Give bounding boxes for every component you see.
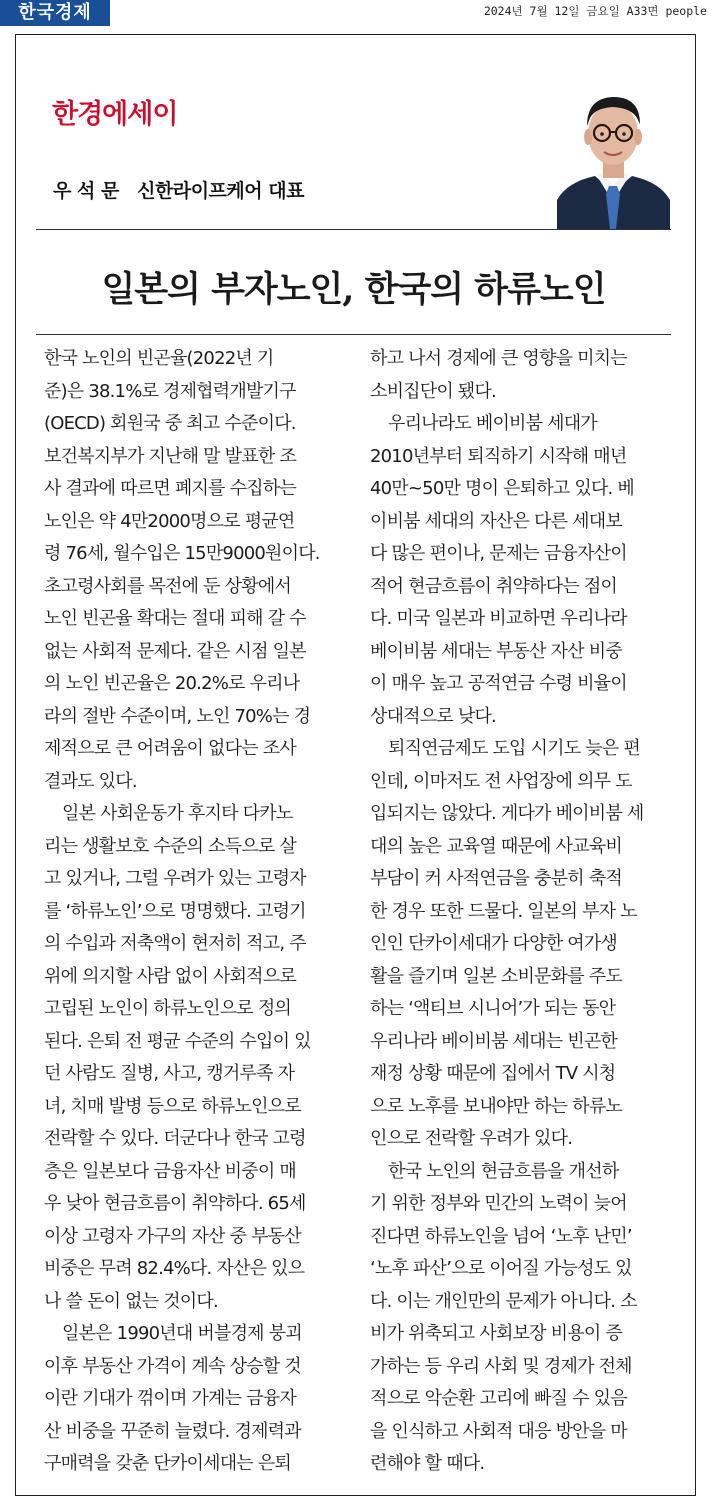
body-line: 령 76세, 월수입은 15만9000원이다. [44,543,320,564]
newspaper-logo: 한국경제 [0,0,110,26]
body-line: 녀, 치매 발병 등으로 하류노인으로 [44,1095,301,1117]
body-line: 제적으로 큰 어려움이 없다는 조사 [44,738,296,759]
body-line: ‘노후 파산’으로 이어질 가능성도 있 [370,1258,632,1279]
body-line: 이비붐 세대의 자산은 다른 세대보 [370,510,622,532]
body-line: 인데, 이마저도 전 사업장에 의무 도 [370,770,632,792]
author-portrait-icon [557,82,670,229]
body-line: 없는 사회적 문제다. 같은 시점 일본 [44,640,306,662]
body-line: 한국 노인의 현금흐름을 개선하 [388,1160,619,1182]
body-line: 다 많은 편이나, 문제는 금융자산이 [370,543,627,564]
body-line: 하는 ‘액티브 시니어’가 되는 동안 [370,998,616,1019]
body-line: 한 경우 또한 드물다. 일본의 부자 노 [370,900,637,922]
body-line: 대의 높은 교육열 때문에 사교육비 [370,835,622,857]
body-line: 보건복지부가 지난해 말 발표한 조 [44,445,296,467]
body-line: 적으로 악순환 고리에 빠질 수 있음 [370,1388,627,1409]
portrait-svg [557,82,670,229]
body-line: 우리나라도 베이비붐 세대가 [388,413,597,434]
body-line: 위에 의지할 사람 없이 사회적으로 [44,965,296,987]
body-line: 진다면 하류노인을 넘어 ‘노후 난민’ [370,1225,632,1247]
body-line: 노인 빈곤율 확대는 절대 피해 갈 수 [44,608,306,629]
masthead [0,0,713,26]
body-line: (OECD) 회원국 중 최고 수준이다. [44,413,296,434]
body-line: 의 수입과 저축액이 현저히 적고, 주 [44,933,306,954]
body-line: 던 사람도 질병, 사고, 캥거루족 자 [44,1063,295,1084]
body-line: 입되지는 않았다. 게다가 베이비붐 세 [370,803,644,824]
body-line: 인으로 전락할 우려가 있다. [370,1128,573,1149]
body-line: 우 낮아 현금흐름이 취약하다. 65세 [44,1193,306,1214]
body-column-right [370,343,674,1481]
divider-headline [36,334,671,335]
body-column-left [44,343,344,1481]
body-line: 가하는 등 우리 사회 및 경제가 전체 [370,1355,632,1377]
body-line: 베이비붐 세대는 부동산 자산 비중 [370,640,622,662]
body-line: 이 매우 높고 공적연금 수령 비율이 [370,673,627,694]
body-line: 이란 기대가 꺾이며 가계는 금융자 [44,1388,296,1409]
body-line: 준)은 38.1%로 경제협력개발기구 [44,380,296,402]
body-line: 상대적으로 낮다. [370,705,496,727]
body-line: 부담이 커 사적연금을 충분히 축적 [370,868,622,889]
body-line: 40만~50만 명이 은퇴하고 있다. 베 [370,478,634,499]
body-line: 기 위한 정부와 민간의 노력이 늦어 [370,1193,627,1214]
body-line: 결과도 있다. [44,770,137,792]
body-line: 다. 미국 일본과 비교하면 우리나라 [370,608,627,629]
body-line: 하고 나서 경제에 큰 영향을 미치는 [370,348,627,369]
body-line: 전락할 수 있다. 더군다나 한국 고령 [44,1128,306,1149]
body-line: 층은 일본보다 금융자산 비중이 매 [44,1160,296,1182]
body-line: 우리나라 베이비붐 세대는 빈곤한 [370,1030,617,1052]
body-line: 일본 사회운동가 후지타 다카노 [62,803,293,824]
dateline: 2024년 7월 12일 금요일 A33면 people [483,4,707,18]
body-line: 리는 생활보호 수준의 소득으로 살 [44,835,296,857]
body-line: 사 결과에 따르면 폐지를 수집하는 [44,478,296,499]
body-line: 이후 부동산 가격이 계속 상승할 것 [44,1355,301,1377]
body-line: 련해야 할 때다. [370,1453,485,1474]
divider-top [36,229,671,230]
body-line: 비중은 무려 82.4%다. 자산은 있으 [44,1258,305,1279]
article-headline: 일본의 부자노인, 한국의 하류노인 [101,269,606,310]
body-line: 고 있거나, 그럴 우려가 있는 고령자 [44,868,306,889]
author-byline: 우 석 문 신한라이프케어 대표 [53,180,304,202]
body-line: 활을 즐기며 일본 소비문화를 주도 [370,965,622,987]
body-line: 퇴직연금제도 도입 시기도 늦은 편 [388,738,640,759]
body-line: 적어 현금흐름이 취약하다는 점이 [370,575,617,597]
body-line: 를 ‘하류노인’으로 명명했다. 고령기 [44,900,306,922]
body-line: 일본은 1990년대 버블경제 붕괴 [62,1323,302,1344]
body-line: 다. 이는 개인만의 문제가 아니다. 소 [370,1290,637,1312]
body-line: 노인은 약 4만2000명으로 평균연 [44,510,295,532]
body-line: 2010년부터 퇴직하기 시작해 매년 [370,445,627,467]
body-line: 이상 고령자 가구의 자산 중 부동산 [44,1225,301,1247]
body-line: 고립된 노인이 하류노인으로 정의 [44,998,291,1019]
body-line: 비가 위축되고 사회보장 비용이 증 [370,1323,622,1344]
body-line: 산 비중을 꾸준히 늘렸다. 경제력과 [44,1420,301,1442]
body-line: 나 쓸 돈이 없는 것이다. [44,1290,218,1312]
body-line: 라의 절반 수준이며, 노인 70%는 경 [44,705,311,727]
column-brand: 한경에세이 [52,99,178,130]
body-line: 인인 단카이세대가 다양한 여가생 [370,933,617,954]
body-line: 재정 상황 때문에 집에서 TV 시청 [370,1063,616,1084]
body-line: 을 인식하고 사회적 대응 방안을 마 [370,1420,627,1442]
body-line: 의 노인 빈곤율은 20.2%로 우리나 [44,673,300,694]
body-line: 소비집단이 됐다. [370,380,496,402]
body-line: 초고령사회를 목전에 둔 상황에서 [44,575,291,597]
body-line: 구매력을 갖춘 단카이세대는 은퇴 [44,1453,291,1474]
body-line: 된다. 은퇴 전 평균 수준의 수입이 있 [44,1030,311,1052]
body-line: 으로 노후를 보내야만 하는 하류노 [370,1095,622,1117]
body-line: 한국 노인의 빈곤율(2022년 기 [44,348,274,369]
